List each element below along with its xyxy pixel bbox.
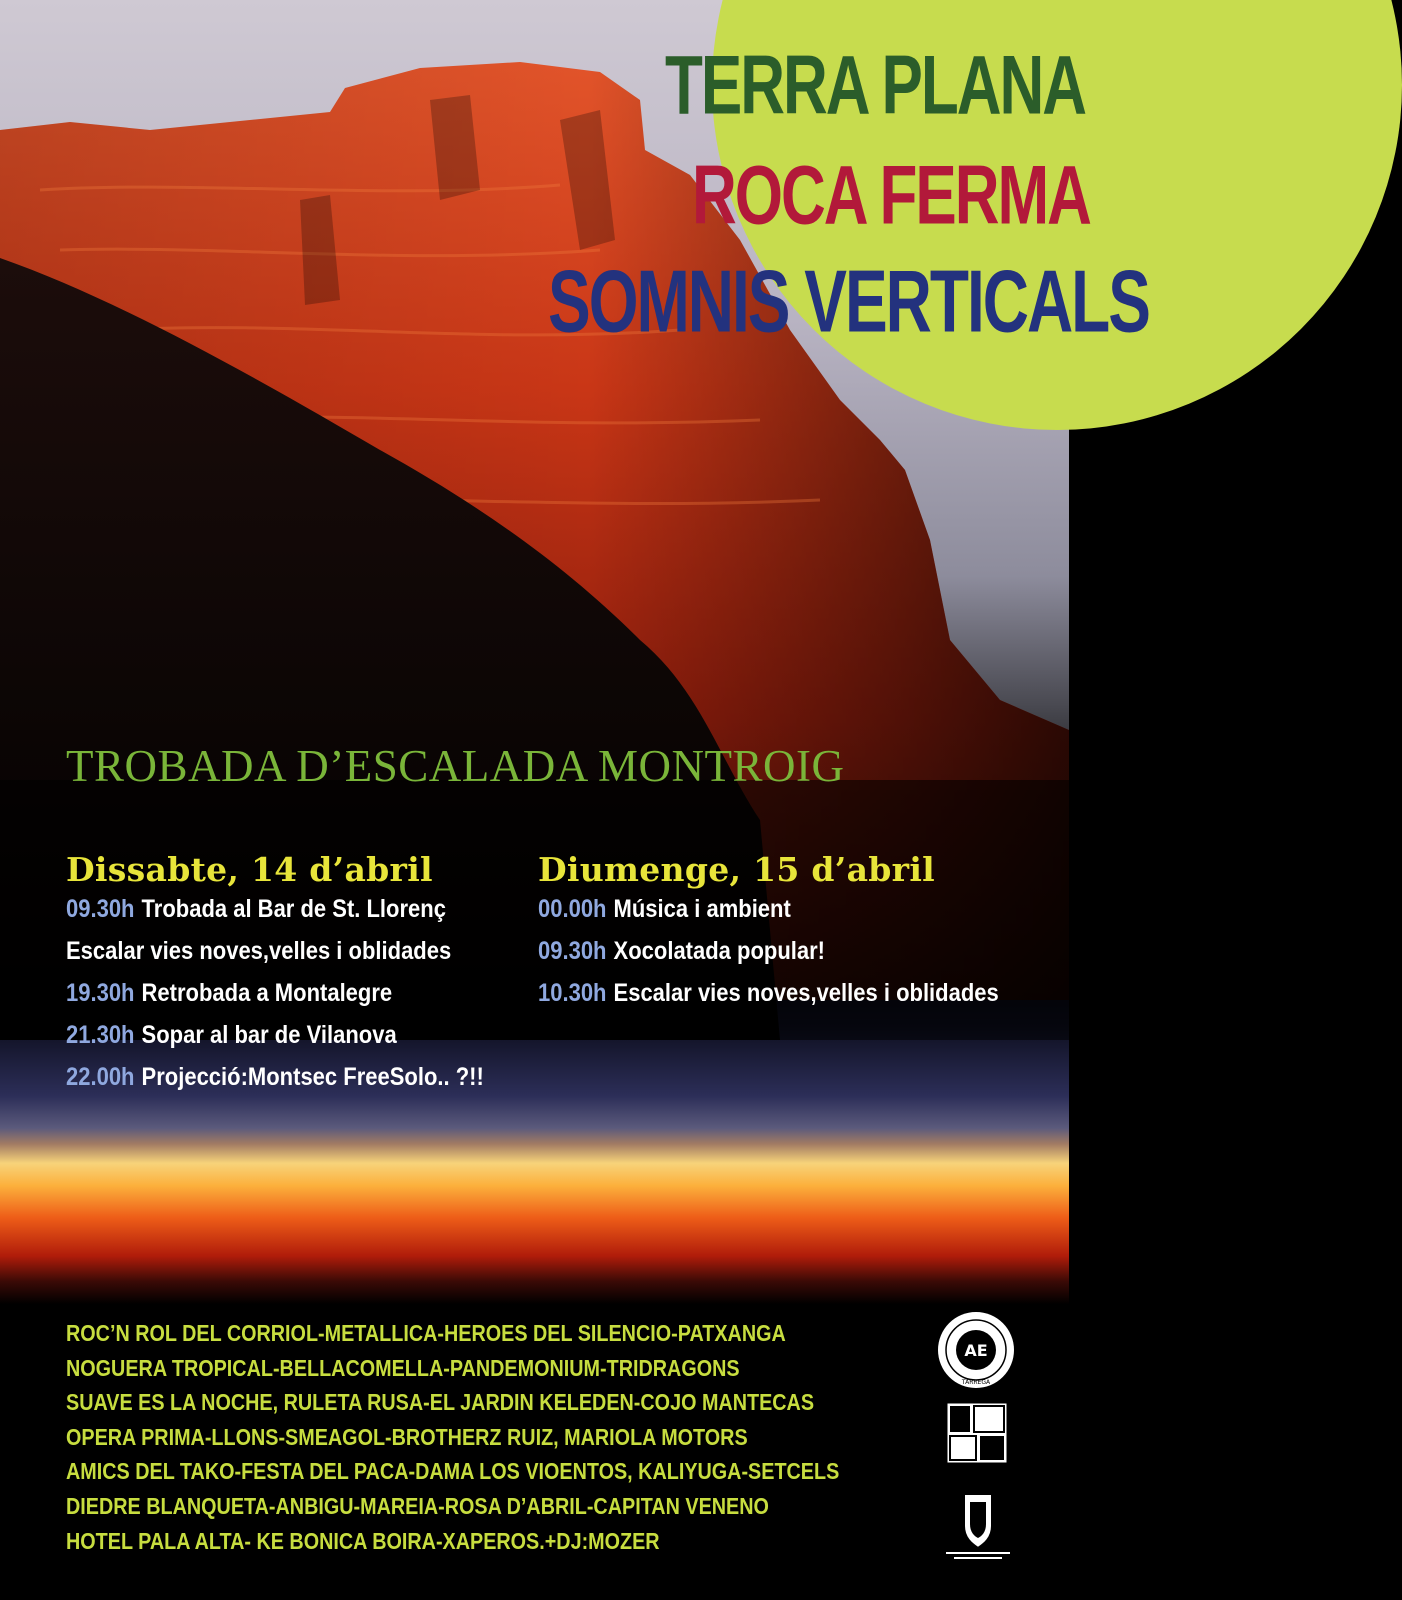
- event-title: TROBADA D’ESCALADA MONTROIG: [66, 741, 845, 791]
- program-time: 09.30h: [538, 937, 607, 965]
- program-time: 09.30h: [66, 895, 135, 923]
- saturday-heading: Dissabte, 14 d’abril: [66, 850, 433, 889]
- program-time: 19.30h: [66, 979, 135, 1007]
- band-line: ROC’N ROL DEL CORRIOL-METALLICA-HEROES DEL SILENCIO-PATXANGA: [66, 1320, 786, 1346]
- band-line: SUAVE ES LA NOCHE, RULETA RUSA-EL JARDIN KELEDEN-COJO MANTECAS: [66, 1389, 815, 1416]
- sunday-list: [538, 895, 1062, 1021]
- svg-text:TÀRREGA: TÀRREGA: [961, 1379, 991, 1386]
- program-text: Sopar al bar de Vilanova: [141, 1021, 397, 1049]
- program-text: Trobada al Bar de St. Llorenç: [141, 895, 446, 923]
- program-text: Projecció:Montsec FreeSolo.. ?!!: [141, 1063, 484, 1091]
- program-item: [66, 937, 484, 979]
- band-line: HOTEL PALA ALTA- KE BONICA BOIRA-XAPEROS.+DJ:MOZER: [66, 1527, 660, 1554]
- sunday-program: [538, 850, 1062, 1021]
- climbing-section-crest-logo: [940, 1490, 1016, 1562]
- program-text: Retrobada a Montalegre: [141, 979, 393, 1007]
- sunday-heading: Diumenge, 15 d’abril: [538, 850, 935, 889]
- band-line: NOGUERA TROPICAL-BELLACOMELLA-PANDEMONIUM-TRIDRAGONS: [66, 1354, 740, 1381]
- title-line-1: TERRA PLANA: [665, 39, 1086, 133]
- program-item: [66, 895, 484, 937]
- program-item: [66, 1021, 484, 1063]
- title-line-2: ROCA FERMA: [692, 149, 1090, 243]
- program-item: [538, 979, 999, 1021]
- program-time: 22.00h: [66, 1063, 135, 1091]
- band-list: [66, 1320, 965, 1562]
- program-time: 10.30h: [538, 979, 607, 1007]
- svg-text:AE: AE: [964, 1341, 988, 1360]
- band-line: AMICS DEL TAKO-FESTA DEL PACA-DAMA LOS VIOENTOS, KALIYUGA-SETCELS: [66, 1458, 840, 1485]
- program-text: Escalar vies noves,velles i oblidades: [613, 979, 999, 1007]
- program-text: Música i ambient: [613, 895, 791, 923]
- program-text: Escalar vies noves,velles i oblidades: [66, 937, 452, 965]
- program-time: 21.30h: [66, 1021, 135, 1049]
- saturday-list: [66, 895, 541, 1105]
- program-time: 00.00h: [538, 895, 607, 923]
- program-item: [538, 895, 999, 937]
- program-item: [66, 1063, 484, 1105]
- centre-excursionista-logo: [946, 1402, 1008, 1464]
- band-line: DIEDRE BLANQUETA-ANBIGU-MAREIA-ROSA D’ABRIL-CAPITAN VENENO: [66, 1492, 769, 1519]
- title-line-3: SOMNIS VERTICALS: [548, 251, 1149, 351]
- club-seal-logo: [936, 1310, 1016, 1390]
- saturday-program: [66, 850, 541, 1105]
- program-text: Xocolatada popular!: [613, 937, 826, 965]
- program-item: [66, 979, 484, 1021]
- band-line: OPERA PRIMA-LLONS-SMEAGOL-BROTHERZ RUIZ, MARIOLA MOTORS: [66, 1423, 748, 1450]
- program-item: [538, 937, 999, 979]
